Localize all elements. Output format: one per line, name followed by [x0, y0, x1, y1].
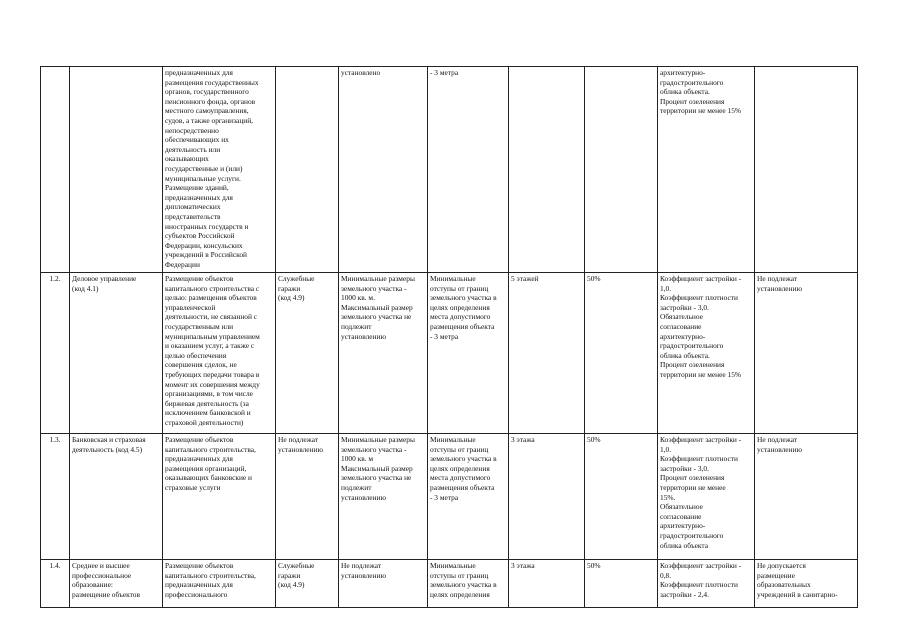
plot-size-limits: установлено: [339, 67, 428, 273]
table-row: [41, 434, 858, 560]
row-number: 1.4.: [41, 560, 70, 608]
table-row: [41, 67, 858, 273]
auxiliary-use: Служебные гаражи (код 4.9): [276, 560, 339, 608]
plot-size-limits: Не подлежат установлению: [339, 560, 428, 608]
max-floors: [509, 67, 585, 273]
boundary-setback: Минимальные отступы от границ земельного участка в целях определения места допустимого размещения объекта - 3 метра: [428, 273, 509, 434]
max-floors: 3 этажа: [509, 434, 585, 560]
other-parameters: Коэффициент застройки - 1,0. Коэффициент плотности застройки - 3,0. Процент озеленения территории не менее 15%. Обязательное согласование архитектурно- градостроительного облика объекта: [658, 434, 755, 560]
land-use-name: Банковская и страховая деятельность (код 4.5): [70, 434, 163, 560]
other-parameters: Коэффициент застройки - 0,8. Коэффициент плотности застройки - 2,4.: [658, 560, 755, 608]
row-number: 1.2.: [41, 273, 70, 434]
land-use-description: предназначенных для размещения государственных органов, государственного пенсионного фонда, органов местного самоуправления, судов, а также организаций, непосредственно обеспечивающих их деятельность или оказывающих государственные и (или) муниципальные услуги. Размещение зданий, предназначенных для дипломатических представительств иностранных государств и субъектов Российской Федерации, консульских учреждений в Российской Федерации: [163, 67, 276, 273]
land-use-name: [70, 67, 163, 273]
use-restrictions: [755, 67, 858, 273]
auxiliary-use: Не подлежат установлению: [276, 434, 339, 560]
table-row: [41, 273, 858, 434]
auxiliary-use: [276, 67, 339, 273]
zoning-regulations-table: [40, 66, 858, 608]
land-use-description: Размещение объектов капитального строительства, предназначенных для размещения организаций, оказывающих банковские и страховые услуги: [163, 434, 276, 560]
row-number: 1.3.: [41, 434, 70, 560]
land-use-name: Деловое управление (код 4.1): [70, 273, 163, 434]
max-coverage: [585, 67, 658, 273]
max-coverage: 50%: [585, 434, 658, 560]
plot-size-limits: Минимальные размеры земельного участка - 1000 кв. м Максимальный размер земельного участка не подлежит установлению: [339, 434, 428, 560]
max-coverage: 50%: [585, 273, 658, 434]
land-use-description: Размещение объектов капитального строительства с целью: размещения объектов управленческой деятельности, не связанной с государственным или муниципальным управлением и оказанием услуг, а также с целью обеспечения совершения сделок, не требующих передачи товара в момент их совершения между организациями, в том числе биржевая деятельность (за исключением банковской и страховой деятельности): [163, 273, 276, 434]
plot-size-limits: Минимальные размеры земельного участка - 1000 кв. м. Максимальный размер земельного участка не подлежит установлению: [339, 273, 428, 434]
other-parameters: архитектурно- градостроительного облика объекта. Процент озеленения территории не менее 15%: [658, 67, 755, 273]
boundary-setback: Минимальные отступы от границ земельного участка в целях определения места допустимого размещения объекта - 3 метра: [428, 434, 509, 560]
table-row: [41, 560, 858, 608]
boundary-setback: - 3 метра: [428, 67, 509, 273]
use-restrictions: Не допускается размещение образовательных учреждений в санитарно-: [755, 560, 858, 608]
use-restrictions: Не подлежат установлению: [755, 434, 858, 560]
boundary-setback: Минимальные отступы от границ земельного участка в целях определения: [428, 560, 509, 608]
max-floors: 5 этажей: [509, 273, 585, 434]
other-parameters: Коэффициент застройки - 1,0. Коэффициент плотности застройки - 3,0. Обязательное согласование архитектурно- градостроительного облика объекта. Процент озеленения территории не менее 15%: [658, 273, 755, 434]
row-number: [41, 67, 70, 273]
use-restrictions: Не подлежат установлению: [755, 273, 858, 434]
land-use-name: Среднее и высшее профессиональное образование: размещение объектов: [70, 560, 163, 608]
auxiliary-use: Служебные гаражи (код 4.9): [276, 273, 339, 434]
max-floors: 3 этажа: [509, 560, 585, 608]
land-use-description: Размещение объектов капитального строительства, предназначенных для профессионального: [163, 560, 276, 608]
max-coverage: 50%: [585, 560, 658, 608]
